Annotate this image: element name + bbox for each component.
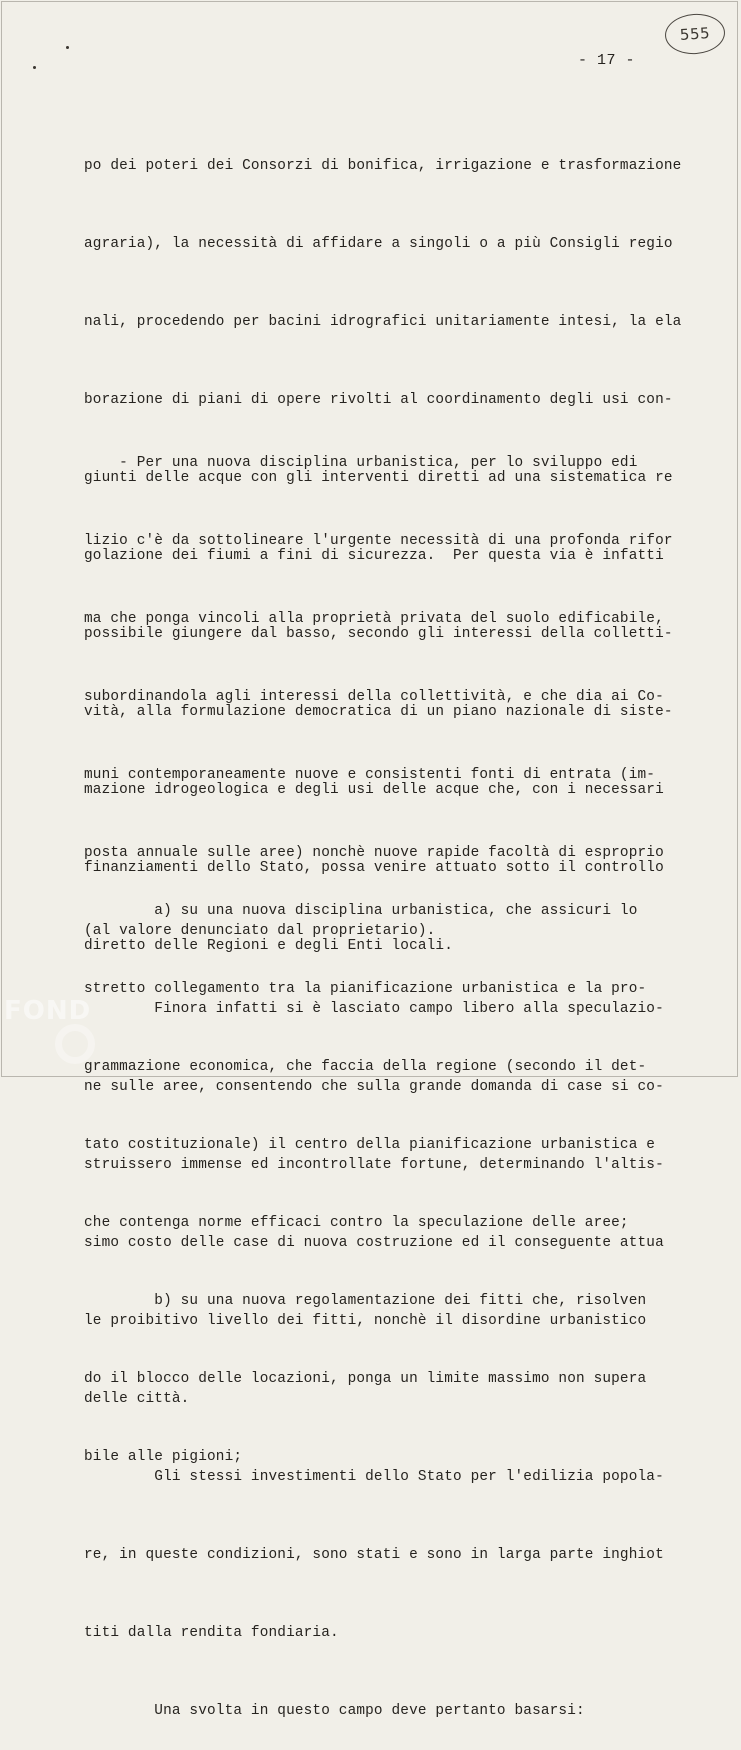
watermark-logo: FOND — [4, 996, 92, 1026]
text-line: agraria), la necessità di affidare a singoli o a più Consigli regio — [84, 236, 673, 252]
text-line: vità, alla formulazione democratica di un piano nazionale di siste- — [84, 704, 673, 720]
text-line: borazione di piani di opere rivolti al coordinamento degli usi con- — [84, 392, 673, 408]
text-line: le proibitivo livello dei fitti, nonchè il disordine urbanistico — [84, 1313, 647, 1329]
text-line: a) su una nuova disciplina urbanistica, che assicuri lo — [84, 903, 638, 919]
text-line: stretto collegamento tra la pianificazione urbanistica e la pro- — [84, 981, 647, 997]
text-line: diretto delle Regioni e degli Enti locali. — [84, 938, 454, 954]
scan-speck — [66, 46, 69, 49]
text-line: Una svolta in questo campo deve pertanto basarsi: — [84, 1703, 585, 1719]
text-line: do il blocco delle locazioni, ponga un limite massimo non supera — [84, 1371, 647, 1387]
watermark-emblem — [55, 1024, 95, 1064]
text-line: b) su una nuova regolamentazione dei fitti che, risolven — [84, 1293, 647, 1309]
text-line: grammazione economica, che faccia della regione (secondo il det- — [84, 1059, 647, 1075]
text-line: muni contemporaneamente nuove e consistenti fonti di entrata (im- — [84, 767, 656, 783]
text-line: golazione dei fiumi a fini di sicurezza. Per questa via è infatti — [84, 548, 664, 564]
text-line: lizio c'è da sottolineare l'urgente necessità di una profonda rifor — [84, 533, 673, 549]
text-line: Finora infatti si è lasciato campo libero alla speculazio- — [84, 1001, 664, 1017]
text-line: titi dalla rendita fondiaria. — [84, 1625, 339, 1641]
text-line: simo costo delle case di nuova costruzione ed il conseguente attua — [84, 1235, 664, 1251]
text-line: possibile giungere dal basso, secondo gli interessi della colletti- — [84, 626, 673, 642]
page-number: - 17 - — [578, 52, 636, 69]
text-line: giunti delle acque con gli interventi diretti ad una sistematica re — [84, 470, 673, 486]
text-line: finanziamenti dello Stato, possa venire attuato sotto il controllo — [84, 860, 664, 876]
text-line: che contenga norme efficaci contro la speculazione delle aree; — [84, 1215, 629, 1231]
text-line: subordinandola agli interessi della collettività, e che dia ai Co- — [84, 689, 664, 705]
text-line: (al valore denunciato dal proprietario). — [84, 923, 436, 939]
text-line: tato costituzionale) il centro della pianificazione urbanistica e — [84, 1137, 656, 1153]
text-line: Gli stessi investimenti dello Stato per l'edilizia popola- — [84, 1469, 664, 1485]
scan-speck — [33, 66, 36, 69]
text-line: nali, procedendo per bacini idrografici unitariamente intesi, la ela — [84, 314, 682, 330]
text-line: ne sulle aree, consentendo che sulla grande domanda di case si co- — [84, 1079, 664, 1095]
text-line: ma che ponga vincoli alla proprietà privata del suolo edificabile, — [84, 611, 664, 627]
text-line: mazione idrogeologica e degli usi delle acque che, con i necessari — [84, 782, 664, 798]
text-line: struissero immense ed incontrollate fortune, determinando l'altis- — [84, 1157, 664, 1173]
text-line: - Per una nuova disciplina urbanistica, per lo sviluppo edi — [84, 455, 638, 471]
paragraph-3 — [84, 846, 664, 1496]
text-line: posta annuale sulle aree) nonchè nuove rapide facoltà di esproprio — [84, 845, 664, 861]
text-line: delle città. — [84, 1391, 190, 1407]
archive-stamp: 555 — [664, 12, 727, 56]
text-line: re, in queste condizioni, sono stati e sono in larga parte inghiot — [84, 1547, 664, 1563]
text-line: po dei poteri dei Consorzi di bonifica, irrigazione e trasformazione — [84, 158, 682, 174]
text-line: bile alle pigioni; — [84, 1449, 243, 1465]
